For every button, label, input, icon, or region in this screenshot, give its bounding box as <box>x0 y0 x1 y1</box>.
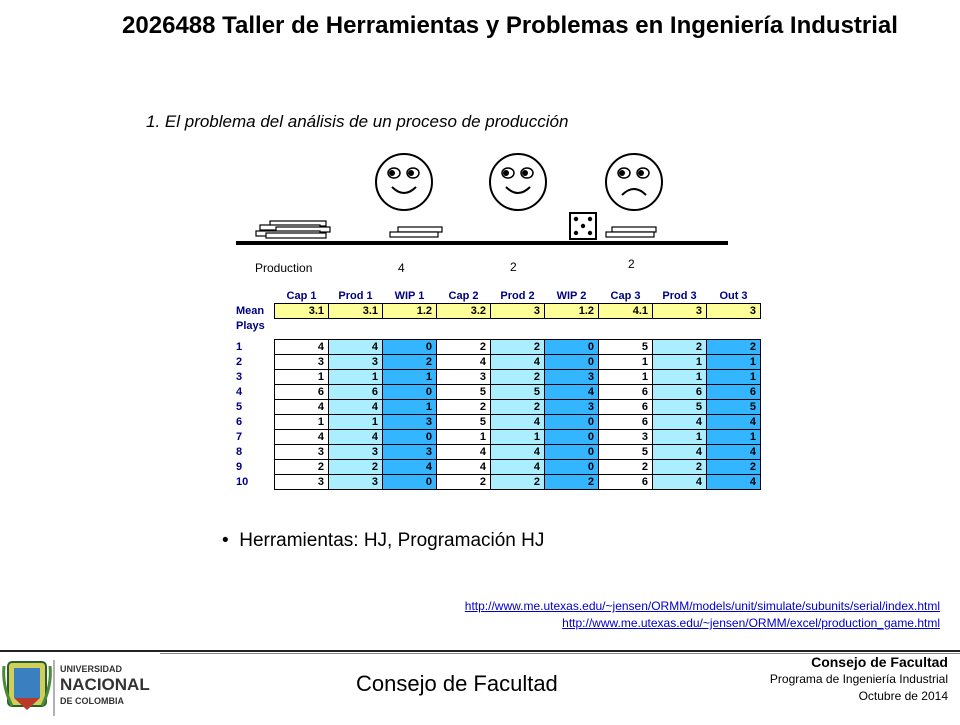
table-cell: 0 <box>545 460 599 475</box>
table-cell: 2 <box>437 340 491 355</box>
table-cell: 2 <box>491 340 545 355</box>
table-row <box>232 385 761 400</box>
table-cell: 3 <box>437 370 491 385</box>
table-cell: 4 <box>437 460 491 475</box>
column-header: WIP 1 <box>394 290 425 302</box>
table-cell: 1 <box>599 370 653 385</box>
tools-text: Herramientas: HJ, Programación HJ <box>239 530 545 551</box>
slide-title: 2026488 Taller de Herramientas y Problemas en Ingeniería Industrial <box>122 12 898 39</box>
wip-stack-1 <box>390 227 442 237</box>
table-cell: 5 <box>599 340 653 355</box>
table-cell: 4 <box>329 430 383 445</box>
mean-cell: 4.1 <box>599 304 653 319</box>
production-label: Production <box>255 261 313 275</box>
mean-cell: 1.2 <box>383 304 437 319</box>
table-cell: 1 <box>653 430 707 445</box>
table-cell: 3 <box>383 415 437 430</box>
table-cell: 2 <box>491 475 545 490</box>
play-number: 3 <box>236 371 243 383</box>
mean-cell: 3.2 <box>437 304 491 319</box>
column-header: Cap 3 <box>610 290 641 302</box>
table-cell: 6 <box>599 385 653 400</box>
table-cell: 0 <box>545 415 599 430</box>
mean-cell: 3 <box>653 304 707 319</box>
table-cell: 0 <box>383 430 437 445</box>
happy-face-icon <box>376 154 432 210</box>
table-cell: 1 <box>329 415 383 430</box>
column-header: Cap 1 <box>286 290 317 302</box>
table-cell: 6 <box>599 400 653 415</box>
table-cell: 2 <box>437 475 491 490</box>
table-cell: 0 <box>545 430 599 445</box>
tools-bullet <box>222 530 544 552</box>
footer-center-text: Consejo de Facultad <box>356 671 558 696</box>
column-header: Prod 2 <box>500 290 535 302</box>
table-cell: 5 <box>707 400 761 415</box>
table-cell: 5 <box>437 385 491 400</box>
table-cell: 2 <box>437 400 491 415</box>
table-cell: 4 <box>707 415 761 430</box>
table-cell: 3 <box>545 400 599 415</box>
table-row <box>232 445 761 460</box>
table-cell: 1 <box>383 370 437 385</box>
table-cell: 3 <box>275 475 329 490</box>
table-cell: 4 <box>329 340 383 355</box>
table-cell: 0 <box>545 445 599 460</box>
table-cell: 1 <box>383 400 437 415</box>
table-cell: 1 <box>491 430 545 445</box>
table-cell: 3 <box>599 430 653 445</box>
column-header: Out 3 <box>719 290 748 302</box>
table-cell: 4 <box>491 445 545 460</box>
table-cell: 2 <box>707 460 761 475</box>
mean-cell: 3 <box>491 304 545 319</box>
production-game-link[interactable]: http://www.me.utexas.edu/~jensen/ORMM/excel/production_game.html <box>562 616 940 630</box>
table-cell: 0 <box>383 475 437 490</box>
mean-cell: 3.1 <box>275 304 329 319</box>
plays-label: Plays <box>236 319 265 332</box>
university-logo <box>0 652 160 720</box>
table-cell: 2 <box>707 340 761 355</box>
mean-row <box>232 304 761 319</box>
table-cell: 1 <box>653 355 707 370</box>
column-header: Cap 2 <box>448 290 479 302</box>
logo-line-2: NACIONAL <box>60 675 150 694</box>
table-cell: 5 <box>653 400 707 415</box>
table-cell: 0 <box>383 385 437 400</box>
table-cell: 5 <box>491 385 545 400</box>
table-cell: 5 <box>437 415 491 430</box>
table-cell: 6 <box>653 385 707 400</box>
play-number: 6 <box>236 416 243 428</box>
table-row <box>232 415 761 430</box>
table-cell: 1 <box>599 355 653 370</box>
table-cell: 2 <box>491 370 545 385</box>
table-cell: 3 <box>329 355 383 370</box>
table-cell: 4 <box>275 400 329 415</box>
table-cell: 4 <box>707 475 761 490</box>
footer-date: Octubre de 2014 <box>858 689 948 703</box>
play-number: 5 <box>236 401 243 413</box>
column-header: WIP 2 <box>556 290 587 302</box>
play-number: 10 <box>236 476 249 488</box>
table-cell: 4 <box>437 445 491 460</box>
table-cell: 1 <box>707 355 761 370</box>
column-header: Prod 3 <box>662 290 697 302</box>
plays-label-row <box>232 319 761 334</box>
table-cell: 1 <box>275 370 329 385</box>
table-row <box>232 430 761 445</box>
table-cell: 0 <box>545 340 599 355</box>
bullet-dot: • <box>222 530 240 551</box>
table-cell: 1 <box>707 370 761 385</box>
footer-program: Programa de Ingeniería Industrial <box>769 672 948 686</box>
table-row <box>232 400 761 415</box>
play-number: 4 <box>236 386 243 398</box>
table-header-row <box>232 289 761 304</box>
footer-info <box>770 654 948 705</box>
table-row <box>232 370 761 385</box>
table-cell: 2 <box>653 460 707 475</box>
table-cell: 4 <box>653 445 707 460</box>
table-cell: 3 <box>545 370 599 385</box>
table-cell: 4 <box>275 430 329 445</box>
table-cell: 1 <box>653 370 707 385</box>
table-cell: 5 <box>599 445 653 460</box>
footer-title: Consejo de Facultad <box>811 654 948 670</box>
play-number: 7 <box>236 431 243 443</box>
die-icon <box>570 213 596 239</box>
table-cell: 4 <box>275 340 329 355</box>
table-cell: 4 <box>653 415 707 430</box>
table-cell: 2 <box>491 400 545 415</box>
production-table <box>232 289 761 490</box>
table-cell: 1 <box>275 415 329 430</box>
logo-line-1: UNIVERSIDAD <box>60 664 123 674</box>
table-row <box>232 475 761 490</box>
table-cell: 0 <box>383 340 437 355</box>
station-value-1: 4 <box>398 261 405 275</box>
inventory-stack <box>256 221 330 238</box>
table-cell: 4 <box>491 355 545 370</box>
table-cell: 2 <box>383 355 437 370</box>
table-cell: 2 <box>329 460 383 475</box>
table-cell: 3 <box>329 445 383 460</box>
table-cell: 3 <box>329 475 383 490</box>
table-cell: 6 <box>329 385 383 400</box>
table-cell: 2 <box>653 340 707 355</box>
table-cell: 4 <box>707 445 761 460</box>
logo-line-3: DE COLOMBIA <box>60 696 124 706</box>
table-cell: 6 <box>275 385 329 400</box>
table-cell: 4 <box>545 385 599 400</box>
table-cell: 2 <box>275 460 329 475</box>
table-cell: 4 <box>383 460 437 475</box>
mean-cell: 1.2 <box>545 304 599 319</box>
table-row <box>232 340 761 355</box>
play-number: 9 <box>236 461 243 473</box>
table-cell: 4 <box>491 460 545 475</box>
mean-cell: 3 <box>707 304 761 319</box>
table-cell: 2 <box>545 475 599 490</box>
play-number: 2 <box>236 356 243 368</box>
table-cell: 1 <box>707 430 761 445</box>
table-cell: 6 <box>599 475 653 490</box>
table-cell: 3 <box>383 445 437 460</box>
table-cell: 2 <box>599 460 653 475</box>
serial-simulation-link[interactable]: http://www.me.utexas.edu/~jensen/ORMM/models/unit/simulate/subunits/serial/index.html <box>464 599 940 613</box>
station-value-2: 2 <box>510 260 517 274</box>
mean-label: Mean <box>236 305 265 317</box>
table-cell: 3 <box>275 355 329 370</box>
production-line-diagram <box>230 145 740 285</box>
station-value-3: 2 <box>628 257 635 271</box>
table-cell: 3 <box>275 445 329 460</box>
table-cell: 1 <box>329 370 383 385</box>
table-cell: 0 <box>545 355 599 370</box>
table-cell: 4 <box>491 415 545 430</box>
play-number: 1 <box>236 341 243 353</box>
table-cell: 6 <box>707 385 761 400</box>
table-cell: 4 <box>437 355 491 370</box>
play-number: 8 <box>236 446 243 458</box>
reference-links <box>465 598 940 632</box>
sad-face-icon <box>606 154 662 210</box>
table-row <box>232 460 761 475</box>
table-cell: 4 <box>329 400 383 415</box>
mean-cell: 3.1 <box>329 304 383 319</box>
slide-subtitle: 1. El problema del análisis de un proceso de producción <box>146 112 569 131</box>
wip-stack-2 <box>606 227 656 237</box>
happy-face-icon <box>490 154 546 210</box>
table-cell: 6 <box>599 415 653 430</box>
column-header: Prod 1 <box>338 290 373 302</box>
table-row <box>232 355 761 370</box>
table-cell: 4 <box>653 475 707 490</box>
table-cell: 1 <box>437 430 491 445</box>
